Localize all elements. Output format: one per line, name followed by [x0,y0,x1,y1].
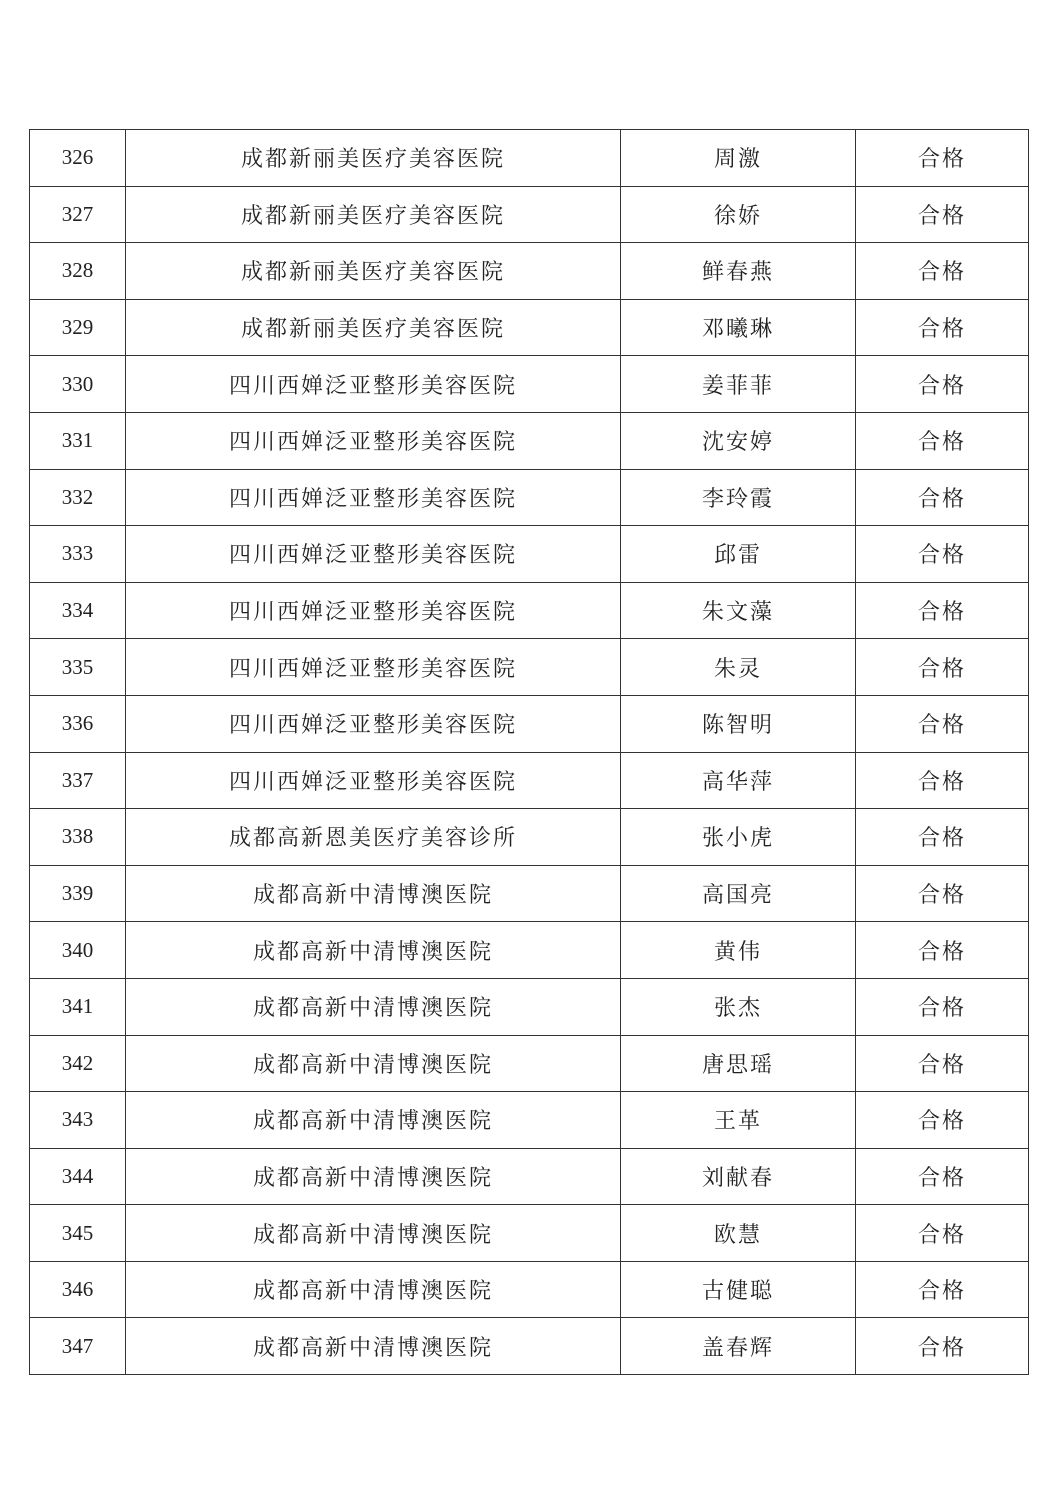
table-row [30,752,1029,809]
institution-cell: 成都新丽美医疗美容医院 [126,243,621,300]
table-row [30,1261,1029,1318]
person-name-cell: 高华萍 [621,752,856,809]
person-name-cell: 鲜春燕 [621,243,856,300]
serial-number-cell: 339 [30,865,126,922]
person-name-cell: 唐思瑶 [621,1035,856,1092]
person-name-cell: 张小虎 [621,809,856,866]
person-name-cell: 沈安婷 [621,412,856,469]
institution-cell: 四川西婵泛亚整形美容医院 [126,412,621,469]
institution-cell: 四川西婵泛亚整形美容医院 [126,469,621,526]
person-name-cell: 古健聪 [621,1261,856,1318]
result-cell: 合格 [856,809,1029,866]
person-name-cell: 邱雷 [621,526,856,583]
result-cell: 合格 [856,695,1029,752]
institution-cell: 成都高新中清博澳医院 [126,1205,621,1262]
table-row [30,695,1029,752]
person-name-cell: 盖春辉 [621,1318,856,1375]
table-row [30,582,1029,639]
person-name-cell: 高国亮 [621,865,856,922]
person-name-cell: 张杰 [621,978,856,1035]
institution-cell: 成都高新中清博澳医院 [126,978,621,1035]
serial-number-cell: 328 [30,243,126,300]
table-row [30,186,1029,243]
person-name-cell: 李玲霞 [621,469,856,526]
table-row [30,922,1029,979]
table-row [30,412,1029,469]
person-name-cell: 欧慧 [621,1205,856,1262]
serial-number-cell: 327 [30,186,126,243]
institution-cell: 成都高新中清博澳医院 [126,1261,621,1318]
table-row [30,1092,1029,1149]
result-cell: 合格 [856,243,1029,300]
result-cell: 合格 [856,1205,1029,1262]
serial-number-cell: 330 [30,356,126,413]
institution-cell: 四川西婵泛亚整形美容医院 [126,582,621,639]
table-row [30,1148,1029,1205]
table-row [30,865,1029,922]
institution-cell: 四川西婵泛亚整形美容医院 [126,695,621,752]
institution-cell: 成都新丽美医疗美容医院 [126,130,621,187]
person-name-cell: 黄伟 [621,922,856,979]
person-name-cell: 陈智明 [621,695,856,752]
result-cell: 合格 [856,299,1029,356]
result-cell: 合格 [856,186,1029,243]
result-cell: 合格 [856,752,1029,809]
serial-number-cell: 341 [30,978,126,1035]
result-cell: 合格 [856,582,1029,639]
table-row [30,356,1029,413]
person-name-cell: 徐娇 [621,186,856,243]
serial-number-cell: 346 [30,1261,126,1318]
institution-cell: 成都新丽美医疗美容医院 [126,186,621,243]
table-row [30,130,1029,187]
institution-cell: 四川西婵泛亚整形美容医院 [126,639,621,696]
institution-cell: 四川西婵泛亚整形美容医院 [126,526,621,583]
result-cell: 合格 [856,1148,1029,1205]
result-cell: 合格 [856,922,1029,979]
institution-cell: 成都高新中清博澳医院 [126,922,621,979]
result-cell: 合格 [856,1092,1029,1149]
institution-cell: 成都高新中清博澳医院 [126,1148,621,1205]
serial-number-cell: 334 [30,582,126,639]
person-name-cell: 刘献春 [621,1148,856,1205]
result-cell: 合格 [856,865,1029,922]
result-cell: 合格 [856,356,1029,413]
serial-number-cell: 332 [30,469,126,526]
table-row [30,243,1029,300]
institution-cell: 成都高新中清博澳医院 [126,1318,621,1375]
results-table [29,129,1029,1375]
serial-number-cell: 333 [30,526,126,583]
serial-number-cell: 329 [30,299,126,356]
institution-cell: 成都高新恩美医疗美容诊所 [126,809,621,866]
person-name-cell: 周激 [621,130,856,187]
table-row [30,1205,1029,1262]
serial-number-cell: 335 [30,639,126,696]
institution-cell: 成都高新中清博澳医院 [126,1035,621,1092]
table-row [30,809,1029,866]
table-row [30,299,1029,356]
institution-cell: 四川西婵泛亚整形美容医院 [126,752,621,809]
table-row [30,639,1029,696]
results-table-body [30,130,1029,1375]
table-row [30,526,1029,583]
serial-number-cell: 337 [30,752,126,809]
result-cell: 合格 [856,130,1029,187]
table-row [30,469,1029,526]
person-name-cell: 姜菲菲 [621,356,856,413]
institution-cell: 成都高新中清博澳医院 [126,865,621,922]
serial-number-cell: 342 [30,1035,126,1092]
result-cell: 合格 [856,978,1029,1035]
result-cell: 合格 [856,639,1029,696]
result-cell: 合格 [856,1261,1029,1318]
serial-number-cell: 343 [30,1092,126,1149]
serial-number-cell: 345 [30,1205,126,1262]
serial-number-cell: 347 [30,1318,126,1375]
serial-number-cell: 340 [30,922,126,979]
person-name-cell: 邓曦琳 [621,299,856,356]
serial-number-cell: 331 [30,412,126,469]
result-cell: 合格 [856,526,1029,583]
table-row [30,1318,1029,1375]
institution-cell: 四川西婵泛亚整形美容医院 [126,356,621,413]
result-cell: 合格 [856,1318,1029,1375]
result-cell: 合格 [856,1035,1029,1092]
serial-number-cell: 338 [30,809,126,866]
person-name-cell: 朱文藻 [621,582,856,639]
person-name-cell: 朱灵 [621,639,856,696]
result-cell: 合格 [856,412,1029,469]
table-row [30,978,1029,1035]
institution-cell: 成都高新中清博澳医院 [126,1092,621,1149]
table-row [30,1035,1029,1092]
serial-number-cell: 336 [30,695,126,752]
institution-cell: 成都新丽美医疗美容医院 [126,299,621,356]
serial-number-cell: 344 [30,1148,126,1205]
serial-number-cell: 326 [30,130,126,187]
person-name-cell: 王革 [621,1092,856,1149]
result-cell: 合格 [856,469,1029,526]
